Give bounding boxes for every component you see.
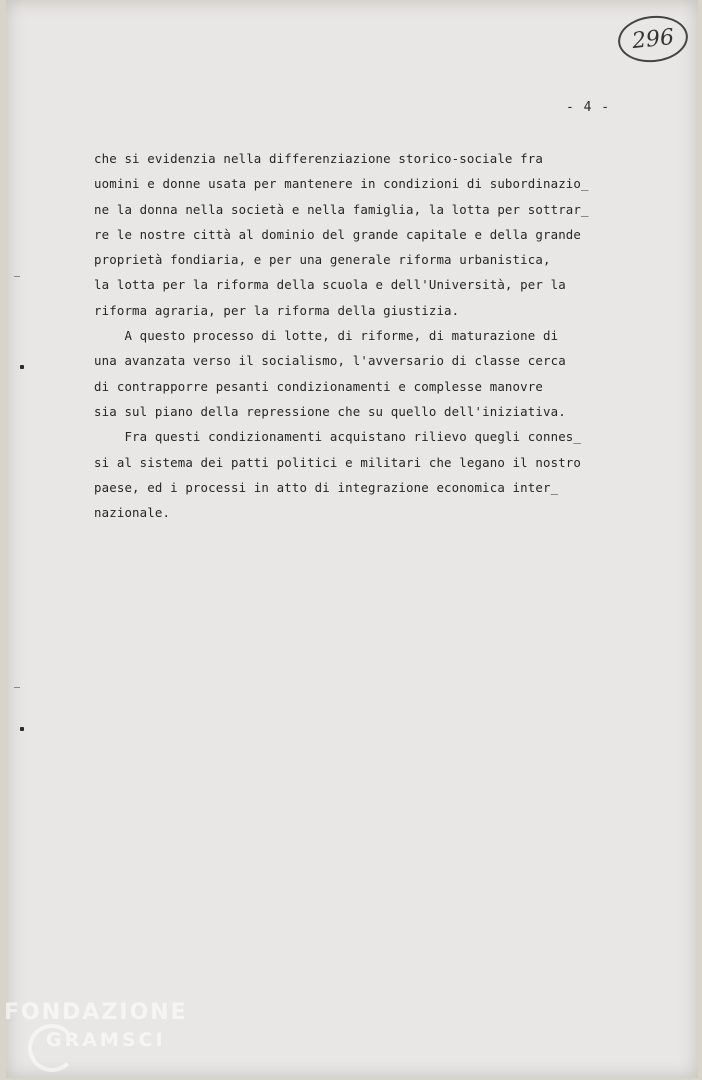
text-line: di contrapporre pesanti condizionamenti e complesse manovre (94, 378, 543, 394)
document-page (6, 0, 698, 1078)
watermark (4, 1000, 188, 1051)
page-number: - 4 - (566, 100, 611, 115)
margin-tick (14, 276, 20, 277)
typed-text-body (94, 146, 654, 525)
text-line: uomini e donne usata per mantenere in condizioni di subordinazio_ (94, 176, 589, 192)
text-line: una avanzata verso il socialismo, l'avversario di classe cerca (94, 353, 566, 369)
margin-tick (14, 687, 20, 688)
text-line: nazionale. (94, 505, 171, 521)
watermark-line-1: FONDAZIONE (4, 1000, 188, 1025)
watermark-line-2: GRAMSCI (46, 1029, 166, 1051)
text-line: sia sul piano della repressione che su quello dell'iniziativa. (94, 403, 566, 419)
archive-stamp-number: 296 (630, 24, 676, 54)
text-line: Fra questi condizionamenti acquistano rilievo quegli connes_ (94, 429, 582, 445)
punch-hole-mark (20, 727, 24, 731)
archive-page-stamp (616, 12, 690, 65)
text-line: paese, ed i processi in atto di integrazione economica inter_ (94, 479, 559, 495)
text-line: la lotta per la riforma della scuola e dell'Università, per la (94, 277, 566, 293)
text-line: proprietà fondiaria, e per una generale riforma urbanistica, (94, 252, 551, 268)
text-line: si al sistema dei patti politici e militari che legano il nostro (94, 454, 582, 470)
text-line: ne la donna nella società e nella famiglia, la lotta per sottrar_ (94, 201, 589, 217)
punch-hole-mark (20, 365, 24, 369)
text-line: A questo processo di lotte, di riforme, di maturazione di (94, 328, 559, 344)
text-line: re le nostre città al dominio del grande capitale e della grande (94, 226, 582, 242)
text-line: che si evidenzia nella differenziazione storico-sociale fra (94, 151, 543, 166)
text-line: riforma agraria, per la riforma della giustizia. (94, 302, 460, 318)
